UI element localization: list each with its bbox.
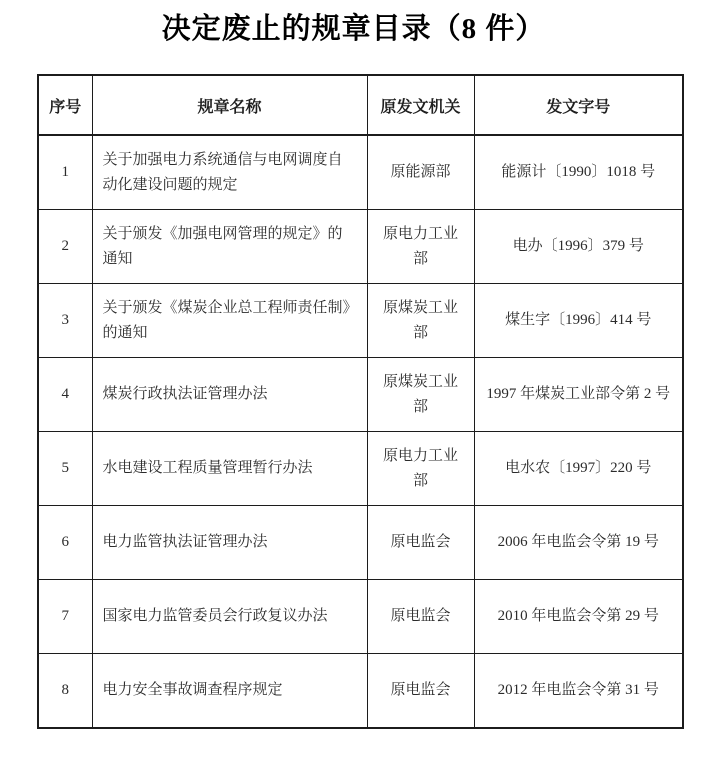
regulation-name: 电力安全事故调查程序规定 [92, 654, 367, 729]
regulation-name: 关于颁发《煤炭企业总工程师责任制》的通知 [92, 284, 367, 358]
abolished-regulations-table [37, 74, 684, 729]
table-row [38, 580, 683, 654]
issuing-agency: 原煤炭工业部 [367, 358, 474, 432]
table-row [38, 210, 683, 284]
issuing-agency: 原电监会 [367, 580, 474, 654]
table-header-row [38, 75, 683, 135]
table-row [38, 432, 683, 506]
header-regulation-name: 规章名称 [92, 75, 367, 135]
regulation-name: 电力监管执法证管理办法 [92, 506, 367, 580]
issuing-agency: 原电力工业部 [367, 432, 474, 506]
regulation-name: 关于颁发《加强电网管理的规定》的通知 [92, 210, 367, 284]
header-document-number: 发文字号 [474, 75, 683, 135]
table-row [38, 135, 683, 210]
table-row [38, 654, 683, 729]
issuing-agency: 原电监会 [367, 654, 474, 729]
regulation-name: 国家电力监管委员会行政复议办法 [92, 580, 367, 654]
document-number: 电水农〔1997〕220 号 [474, 432, 683, 506]
row-number: 6 [38, 506, 92, 580]
document-number: 能源计〔1990〕1018 号 [474, 135, 683, 210]
document-number: 煤生字〔1996〕414 号 [474, 284, 683, 358]
table-row [38, 358, 683, 432]
table-row [38, 506, 683, 580]
issuing-agency: 原电监会 [367, 506, 474, 580]
row-number: 1 [38, 135, 92, 210]
table-row [38, 284, 683, 358]
regulation-name: 关于加强电力系统通信与电网调度自动化建设问题的规定 [92, 135, 367, 210]
row-number: 5 [38, 432, 92, 506]
regulation-name: 煤炭行政执法证管理办法 [92, 358, 367, 432]
header-issuing-agency: 原发文机关 [367, 75, 474, 135]
issuing-agency: 原煤炭工业部 [367, 284, 474, 358]
document-number: 2010 年电监会令第 29 号 [474, 580, 683, 654]
header-serial-number: 序号 [38, 75, 92, 135]
row-number: 4 [38, 358, 92, 432]
row-number: 7 [38, 580, 92, 654]
regulation-name: 水电建设工程质量管理暂行办法 [92, 432, 367, 506]
document-number: 2012 年电监会令第 31 号 [474, 654, 683, 729]
issuing-agency: 原电力工业部 [367, 210, 474, 284]
row-number: 8 [38, 654, 92, 729]
row-number: 2 [38, 210, 92, 284]
page-title: 决定废止的规章目录（8 件） [161, 13, 546, 45]
document-number: 2006 年电监会令第 19 号 [474, 506, 683, 580]
document-number: 1997 年煤炭工业部令第 2 号 [474, 358, 683, 432]
issuing-agency: 原能源部 [367, 135, 474, 210]
document-number: 电办〔1996〕379 号 [474, 210, 683, 284]
row-number: 3 [38, 284, 92, 358]
